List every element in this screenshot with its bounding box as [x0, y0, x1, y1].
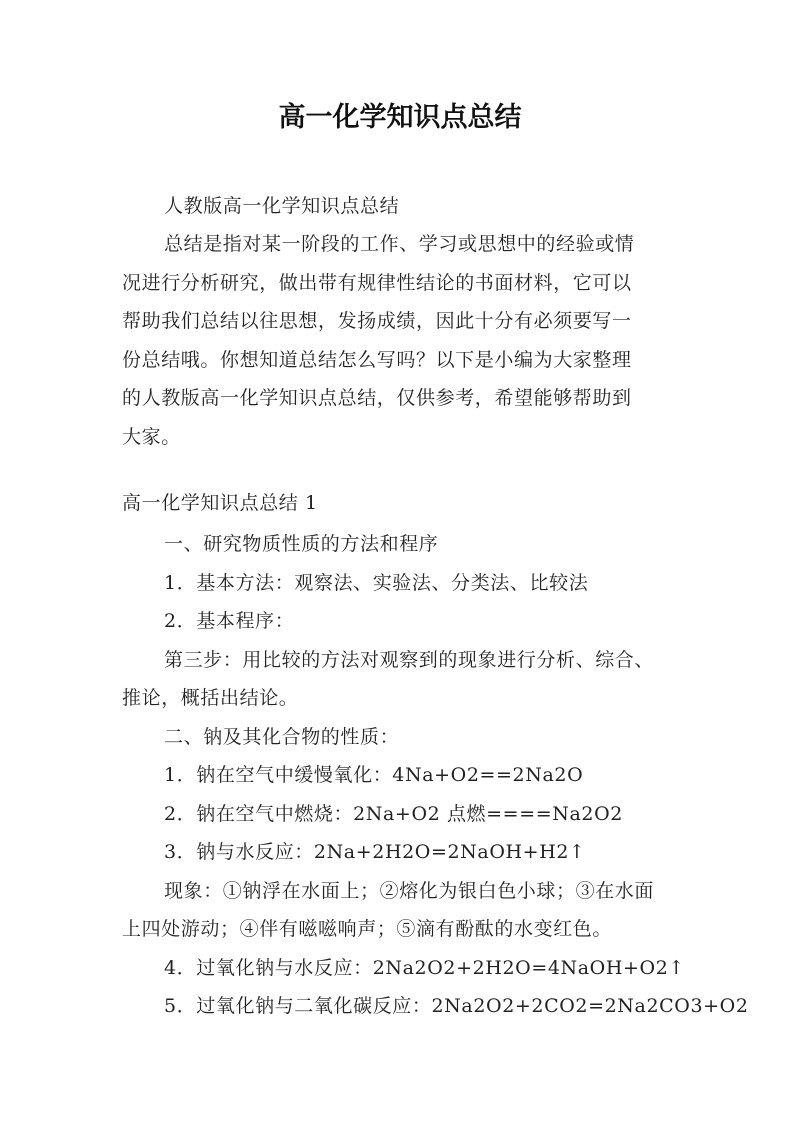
list-item: 1．基本方法：观察法、实验法、分类法、比较法: [164, 571, 589, 594]
section-heading-text: 高一化学知识点总结 1: [122, 492, 318, 514]
intro-paragraph: [122, 225, 684, 456]
section-body: [122, 525, 749, 1026]
intro-line: 份总结哦。你想知道总结怎么写吗？以下是小编为大家整理: [122, 348, 632, 371]
intro-line: 总结是指对某一阶段的工作、学习或思想中的经验或情: [164, 233, 635, 255]
heading-line: 一、研究物质性质的方法和程序: [164, 533, 439, 555]
subtitle-line: 人教版高一化学知识点总结: [164, 195, 400, 217]
heading-line: 二、钠及其化合物的性质：: [164, 725, 400, 748]
list-item: 2．钠在空气中燃烧：2Na+O2 点燃====Na2O2: [164, 802, 623, 825]
list-item: 1．钠在空气中缓慢氧化：4Na+O2==2Na2O: [164, 764, 584, 786]
list-item: 5．过氧化钠与二氧化碳反应：2Na2O2+2CO2=2Na2CO3+O2: [164, 995, 749, 1017]
intro-line: 帮助我们总结以往思想，发扬成绩，因此十分有必须要写一: [122, 310, 632, 332]
body-line: 第三步：用比较的方法对观察到的现象进行分析、综合、: [164, 648, 655, 671]
intro-line: 况进行分析研究，做出带有规律性结论的书面材料，它可以: [122, 271, 632, 294]
section-heading: [122, 484, 684, 523]
list-item: 4．过氧化钠与水反应：2Na2O2+2H2O=4NaOH+O2↑: [164, 956, 685, 979]
body-line: 上四处游动；④伴有嗞嗞响声；⑤滴有酚酞的水变红色。: [122, 918, 613, 940]
body-line: 现象：①钠浮在水面上；②熔化为银白色小球；③在水面: [164, 879, 655, 902]
list-item: 2．基本程序：: [164, 610, 295, 632]
intro-line: 大家。: [122, 425, 181, 448]
intro-line: 的人教版高一化学知识点总结，仅供参考，希望能够帮助到: [122, 387, 632, 409]
body-line: 推论，概括出结论。: [122, 687, 299, 709]
list-item: 3．钠与水反应：2Na+2H2O=2NaOH+H2↑: [164, 841, 586, 863]
subtitle-paragraph: [122, 187, 684, 226]
document-title: 高一化学知识点总结: [278, 102, 522, 133]
